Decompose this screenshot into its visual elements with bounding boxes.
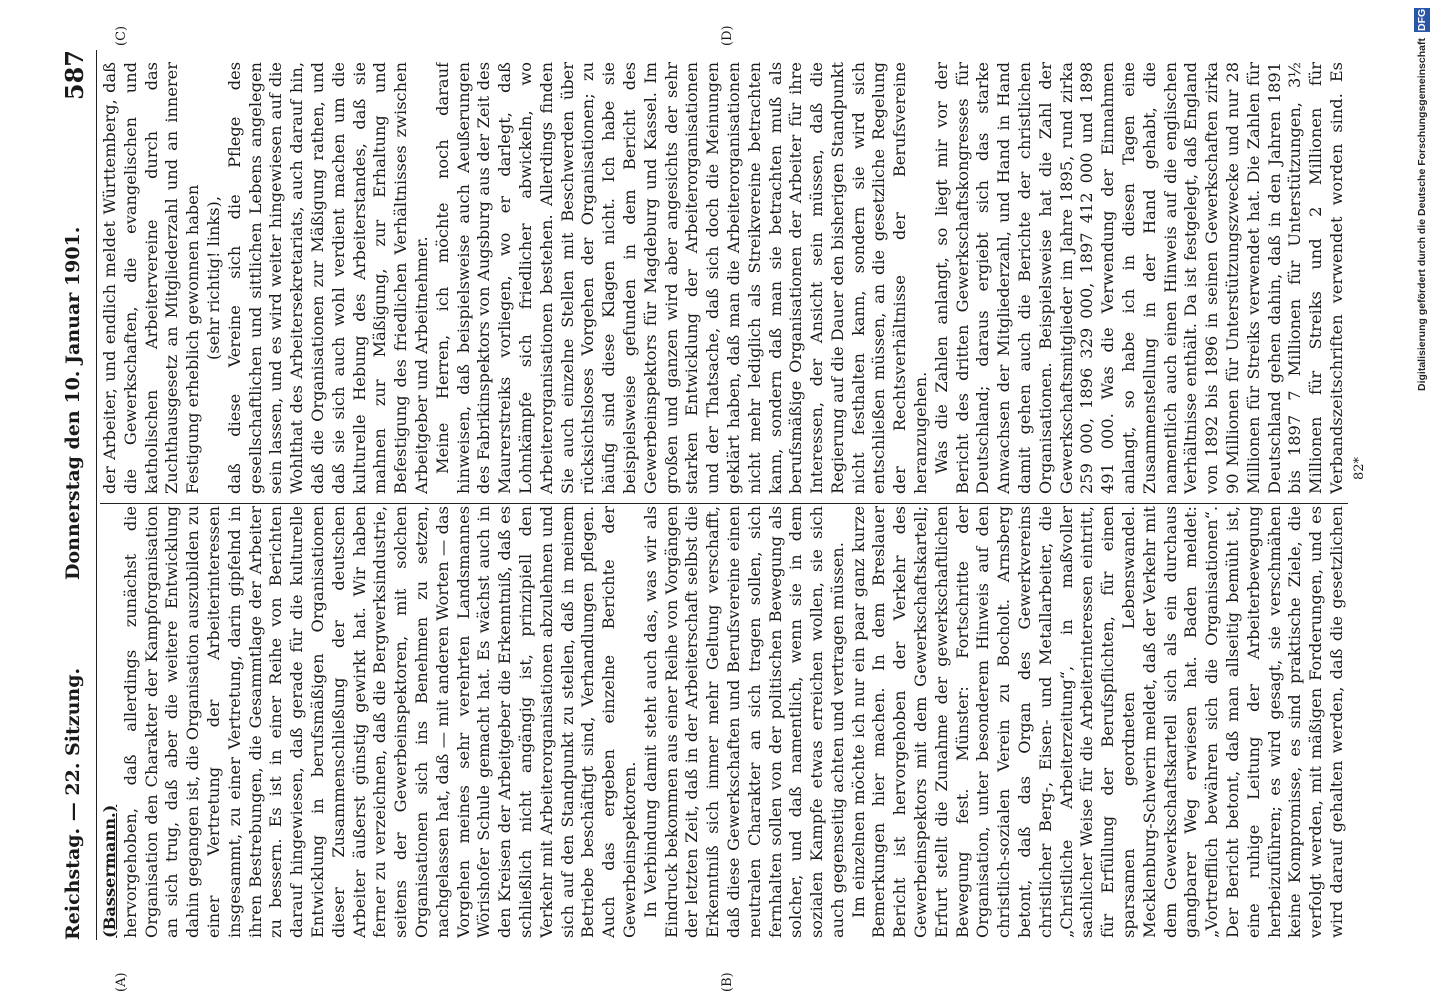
paragraph: hervorgehoben, daß allerdings zunächst die Organisation den Charakter der Kampforganisation an sich trug, daß aber die weitere Entwicklung dahin gegangen ist, die Organisation auszubilden zu einer Vertretung der Arbeiterinteressen insgesammt, zu einer Vertretung, darin gipfelnd in ihren Bestrebungen, die Gesammtlage der Arbeiter zu bessern. Es ist in einer Reihe von Berichten darauf hingewiesen, daß gerade für die kulturelle Entwicklung in berufsmäßigen Organisationen dieser Zusammenschließung der deutschen Arbeiter äußerst günstig gewirkt hat. Wir haben ferner zu verzeichnen, daß die Bergwerksindustrie, seitens der Gewerbeinspektoren, mit solchen Organisationen sich ins Benehmen zu setzen, nachgelassen hat, daß — mit anderen Worten — das Vorgehen meines sehr verehrten Landsmannes Wörishofer Schule gemacht hat. Es wächst auch in den Kreisen der Arbeitgeber die Erkenntniß, daß es schließlich nicht angängig ist, prinzipiell den Verkehr mit Arbeiterorganisationen abzulehnen und sich auf den Standpunkt zu stellen, daß in meinem Betriebe beschäftigt sind, Verhandlungen pflegen. Auch das ergeben einzelne Berichte der Gewerbeinspektoren.: [120, 506, 639, 938]
paragraph: Im einzelnen möchte ich nur ein paar ganz kurze Bemerkungen hier machen. In dem Breslauer Bericht ist hervorgehoben der Verkehr des Gewerbeinspektors mit dem Gewerkschaftskartell; Erfurt stellt die Zunahme der gewerkschaftlichen Bewegung fest. Münster: Fortschritte der Organisation, unter besonderem Hinweis auf den christlich-sozialen Verein zu Bocholt. Arnsberg betont, daß das Organ des Gewerkvereins christlicher Berg-, Eisen- und Metallarbeiter, die „Christliche Arbeiterzeitung“, in maßvoller sachlicher Weise für die Arbeiterinteressen eintritt, für Erfüllung der Berufspflichten, für einen sparsamen geordneten Lebenswandel. Mecklenburg-Schwerin meldet, daß der Verkehr mit dem Gewerkschaftskartell sich als ein durchaus gangbarer Weg erwiesen hat. Baden meldet: „Vortrefflich bewähren sich die Organisationen“. Der Bericht betont, daß man allseitig bemüht ist, eine ruhige Leitung der Arbeiterbewegung herbeizuführen; es wird gesagt, sie verschmähen keine Kompromisse, es sind praktische Ziele, die verfolgt werden, mit mäßigen Forderungen, und es wird darauf gehalten werden, daß die gesetzlichen: [848, 506, 1347, 938]
sheet-signature: 82*: [1352, 456, 1367, 480]
page-number: 587: [60, 50, 89, 101]
running-header: [54, 50, 94, 940]
margin-marker-a: (A): [114, 972, 129, 992]
column-rule: [100, 503, 1348, 504]
paragraph: In Verbindung damit steht auch das, was wir als Eindruck bekommen aus einer Reihe von Vorgängen der letzten Zeit, daß in der Arbeiterschaft selbst die Erkenntniß sich immer mehr Geltung verschafft, daß diese Gewerkschaften und Berufsvereine einen neutralen Charakter an sich tragen sollen, sich fernhalten sollen von der politischen Bewegung als solcher, und daß namentlich, wenn sie in dem sozialen Kampfe etwas erreichen wollen, sie sich auch gegenseitig achten und vertragen müssen.: [640, 506, 847, 938]
header-left: Reichstag. — 22. Sitzung.: [62, 667, 84, 940]
interjection: (sehr richtig! links),: [203, 196, 223, 360]
margin-marker-d: (D): [720, 25, 735, 46]
funding-note-text: Digitalisierung gefördert durch die Deutsche Forschungsgemeinschaft: [1416, 38, 1428, 392]
paragraph: Was die Zahlen anlangt, so liegt mir vor der Bericht des dritten Gewerkschaftskongresses für Deutschland; daraus ergiebt sich das starke Anwachsen der Mitgliederzahl, und Hand in Hand damit gehen auch die Berichte der christlichen Organisationen. Beispielsweise hat die Zahl der Gewerkschaftsmitglieder im Jahre 1895, rund zirka 259 000, 1896 329 000, 1897 412 000 und 1898 491 000. Was die Verwendung der Einnahmen anlangt, so habe ich in diesen Tagen eine Zusammenstellung in der Hand gehabt, die namentlich auch einen Hinweis auf die englischen Verhältnisse enthält. Da ist festgelegt, daß England von 1892 bis 1896 in seinen Gewerkschaften zirka 90 Millionen für Unterstützungszwecke und nur 28 Millionen für Streiks verwendet hat. Die Zahlen für Deutschland gehen dahin, daß in den Jahren 1891 bis 1897 7 Millionen für Unterstützungen, 3½ Millionen für Streiks und 2 Millionen für Verbandszeitschriften verwendet worden sind. Es: [931, 62, 1347, 494]
paragraph: daß diese Vereine sich die Pflege des gesellschaftlichen und sittlichen Lebens angelegen sein lassen, und es wird weiter hingewiesen auf die Wohlthat des Arbeitersekretariats, auch darauf hin, daß die Organisationen zur Mäßigung rathen, und daß sie sich auch wohl verdient machen um die kulturelle Hebung des Arbeiterstandes, daß sie mahnen zur Mäßigung, zur Erhaltung und Befestigung des friedlichen Verhältnisses zwischen Arbeitgeber und Arbeitnehmer.: [224, 62, 431, 494]
dfg-logo: DFG: [1416, 9, 1428, 32]
header-rule: [96, 50, 97, 940]
header-center-date: Donnerstag den 10. Januar 1901.: [62, 226, 84, 580]
paragraph: Meine Herren, ich möchte noch darauf hinweisen, daß beispielsweise auch Aeußerungen des Fabrikinspektors von Augsburg aus der Zeit des Maurerstreiks vorliegen, wo er darlegt, daß Lohnkämpfe sich friedlicher abwickeln, wo Arbeiterorganisationen bestehen. Allerdings finden Sie auch einzelne Stellen mit Beschwerden über rücksichtsloses Vorgehen der Organisationen; zu häufig sind diese Klagen nicht. Ich habe sie beispielsweise gefunden in dem Bericht des Gewerbeinspektors für Magdeburg und Kassel. Im großen und ganzen wird aber angesichts der sehr starken Entwicklung der Arbeiterorganisationen und der Thatsache, daß sich doch die Meinungen geklärt haben, daß man die Arbeiterorganisationen nicht mehr lediglich als Streikvereine betrachten kann, sondern daß man sie betrachten muß als berufsmäßige Organisationen der Arbeiter für ihre Interessen, der Ansicht sein müssen, daß die Regierung auf die Dauer den bisherigen Standpunkt nicht festhalten kann, sondern sie wird sich entschließen müssen, an die gesetzliche Regelung der Rechtsverhältnisse der Berufsvereine heranzugehen.: [432, 62, 931, 494]
funding-note: [1414, 8, 1430, 992]
right-text-column: [100, 62, 1348, 494]
paragraph: der Arbeiter, und endlich meldet Württemberg, daß die Gewerkschaften, die evangelischen und katholischen Arbeitervereine durch das Zuchthausgesetz an Mitgliederzahl und an innerer Festigung erheblich gewonnen haben: [100, 62, 203, 494]
speaker-label: (Bassermann.): [100, 804, 119, 938]
margin-marker-c: (C): [114, 25, 129, 46]
margin-marker-b: (B): [720, 972, 735, 992]
left-text-column: [100, 506, 1348, 938]
